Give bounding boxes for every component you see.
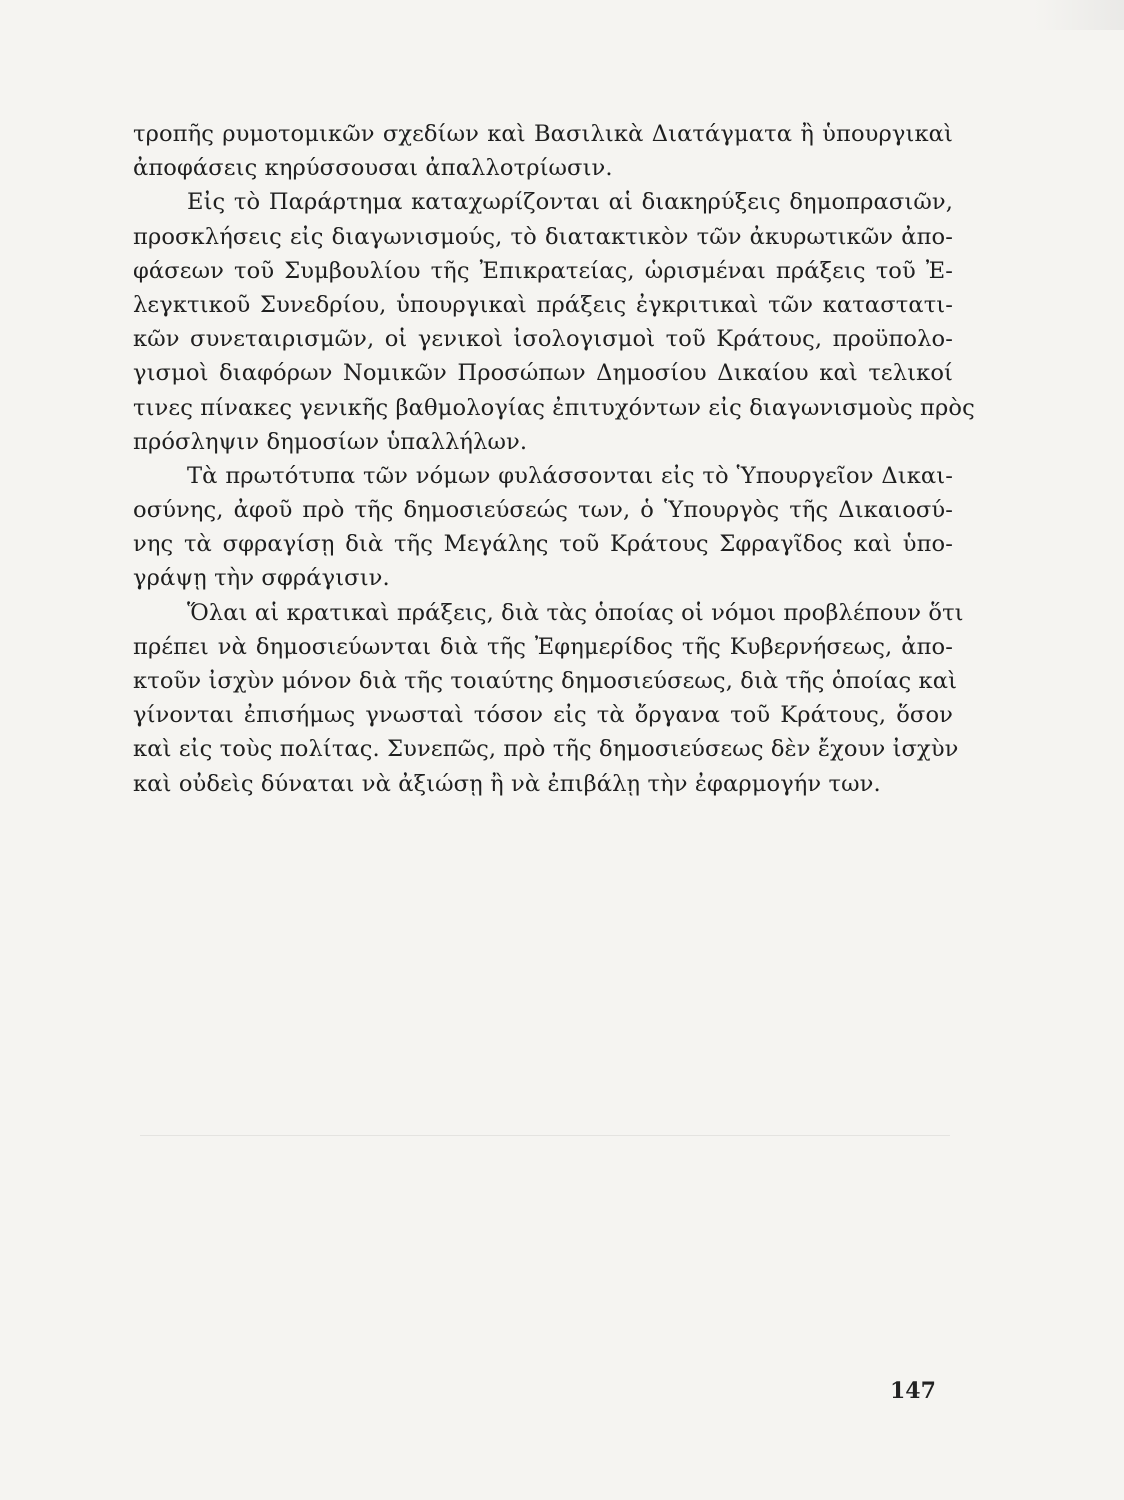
text-line: νης τὰ σφραγίσῃ διὰ τῆς Μεγάλης τοῦ Κράτους Σφραγῖδος καὶ ὑπο- bbox=[133, 531, 953, 558]
bleed-through-rule bbox=[140, 1135, 950, 1136]
text-line: τινες πίνακες γενικῆς βαθμολογίας ἐπιτυχόντων εἰς διαγωνισμοὺς πρὸς bbox=[133, 394, 975, 421]
text-line: κτοῦν ἰσχὺν μόνον διὰ τῆς τοιαύτης δημοσιεύσεως, διὰ τῆς ὁποίας καὶ bbox=[133, 668, 958, 694]
text-line: γίνονται ἐπισήμως γνωσταὶ τόσον εἰς τὰ ὄργανα τοῦ Κράτους, ὅσον bbox=[133, 702, 953, 729]
body-text bbox=[133, 117, 975, 801]
text-line: γισμοὶ διαφόρων Νομικῶν Προσώπων Δημοσίου Δικαίου καὶ τελικοί bbox=[133, 360, 953, 387]
text-line: τροπῆς ρυμοτομικῶν σχεδίων καὶ Βασιλικὰ Διατάγματα ἢ ὑπουργικαὶ bbox=[133, 121, 953, 147]
text-line: φάσεων τοῦ Συμβουλίου τῆς Ἐπικρατείας, ὡρισμέναι πράξεις τοῦ Ἐ- bbox=[133, 257, 953, 284]
text-line: ἀποφάσεις κηρύσσουσαι ἀπαλλοτρίωσιν. bbox=[133, 155, 613, 182]
text-line: καὶ εἰς τοὺς πολίτας. Συνεπῶς, πρὸ τῆς δημοσιεύσεως δὲν ἔχουν ἰσχὺν bbox=[133, 736, 959, 763]
text-line: κῶν συνεταιρισμῶν, οἱ γενικοὶ ἰσολογισμοὶ τοῦ Κράτους, προϋπολο- bbox=[133, 326, 953, 353]
page-number: 147 bbox=[890, 1378, 936, 1404]
text-line: καὶ οὐδεὶς δύναται νὰ ἀξιώσῃ ἢ νὰ ἐπιβάλῃ τὴν ἐφαρμογήν των. bbox=[133, 770, 881, 797]
text-line: πρόσληψιν δημοσίων ὑπαλλήλων. bbox=[133, 428, 528, 455]
bleed-through-bottom bbox=[135, 960, 955, 1290]
text-line: Τὰ πρωτότυπα τῶν νόμων φυλάσσονται εἰς τὸ Ὑπουργεῖον Δικαι- bbox=[187, 462, 953, 489]
text-line: πρέπει νὰ δημοσιεύωνται διὰ τῆς Ἐφημερίδος τῆς Κυβερνήσεως, ἀπο- bbox=[133, 633, 953, 660]
text-line: οσύνης, ἀφοῦ πρὸ τῆς δημοσιεύσεώς των, ὁ Ὑπουργὸς τῆς Δικαιοσύ- bbox=[133, 497, 953, 524]
text-line: γράψῃ τὴν σφράγισιν. bbox=[133, 565, 390, 592]
text-line: λεγκτικοῦ Συνεδρίου, ὑπουργικαὶ πράξεις ἐγκριτικαὶ τῶν καταστατι- bbox=[133, 291, 953, 318]
text-line: Εἰς τὸ Παράρτημα καταχωρίζονται αἱ διακηρύξεις δημοπρασιῶν, bbox=[187, 189, 953, 216]
text-line: Ὅλαι αἱ κρατικαὶ πράξεις, διὰ τὰς ὁποίας οἱ νόμοι προβλέπουν ὅτι bbox=[187, 599, 964, 626]
text-line: προσκλήσεις εἰς διαγωνισμούς, τὸ διατακτικὸν τῶν ἀκυρωτικῶν ἀπο- bbox=[133, 223, 953, 250]
scan-corner-shadow bbox=[1034, 0, 1124, 30]
